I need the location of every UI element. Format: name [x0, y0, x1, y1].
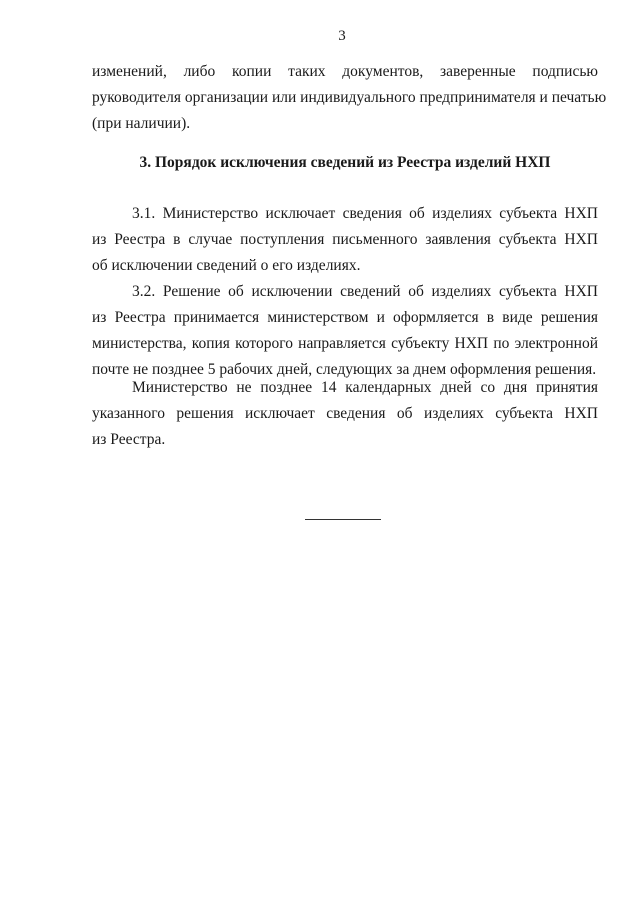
paragraph-line: руководителя организации или индивидуального предпринимателя и печатью [92, 89, 607, 106]
paragraph-line: 3.2. Решение об исключении сведений об изделиях субъекта НХП [132, 283, 598, 300]
paragraph-line: из Реестра принимается министерством и оформляется в виде решения [92, 309, 598, 326]
paragraph-line: 3.1. Министерство исключает сведения об изделиях субъекта НХП [132, 205, 598, 222]
paragraph-line: почте не позднее 5 рабочих дней, следующих за днем оформления решения. [92, 361, 597, 378]
paragraph-continuation [92, 59, 607, 137]
paragraph-line: министерства, копия которого направляется субъекту НХП по электронной [92, 335, 598, 352]
paragraph-line: указанного решения исключает сведения об изделиях субъекта НХП [92, 405, 598, 422]
paragraph-line: из Реестра. [92, 431, 166, 448]
paragraph-line: (при наличии). [92, 115, 191, 132]
section-heading: 3. Порядок исключения сведений из Реестра изделий НХП [139, 154, 551, 171]
paragraph-line: изменений, либо копии таких документов, заверенные подписью [92, 63, 598, 80]
paragraph-3-1 [92, 201, 598, 279]
paragraph-line: из Реестра в случае поступления письменного заявления субъекта НХП [92, 231, 598, 248]
paragraph-line: об исключении сведений о его изделиях. [92, 257, 361, 274]
end-of-document-rule [305, 519, 381, 520]
paragraph-line: Министерство не позднее 14 календарных дней со дня принятия [132, 379, 598, 396]
paragraph-ministry-exclusion [92, 375, 598, 453]
page-number: 3 [338, 28, 346, 44]
paragraph-3-2 [92, 279, 598, 383]
